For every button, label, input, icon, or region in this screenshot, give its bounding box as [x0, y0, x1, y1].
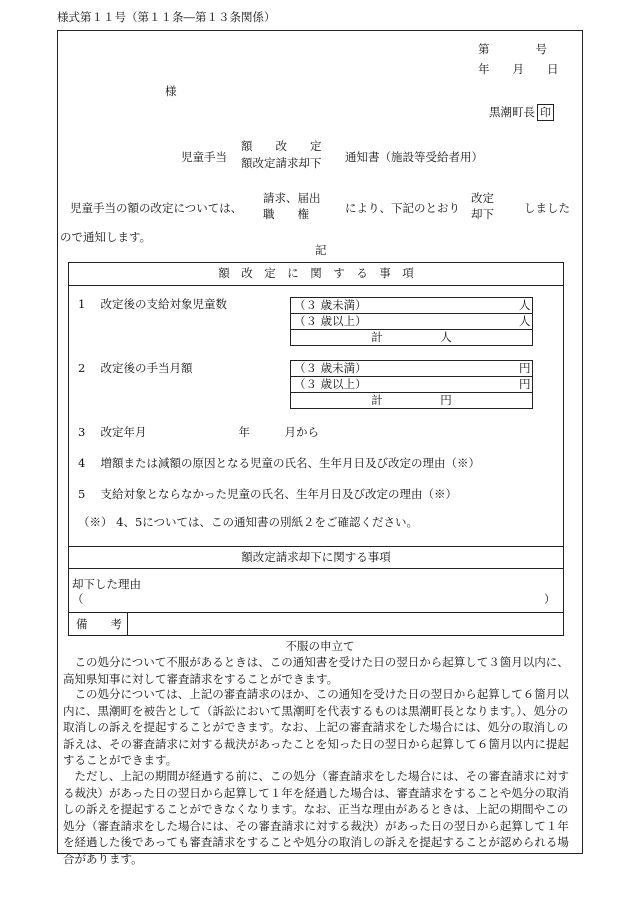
remarks-label: 備 考 — [76, 617, 122, 631]
item4-change-reason: 4 増額または減額の原因となる児童の氏名、生年月日及び改定の理由（※） — [78, 456, 480, 470]
intro-option-authority: 職 権 — [263, 207, 309, 221]
issuer — [489, 104, 554, 121]
section2-heading: 額改定請求却下に関する事項 — [241, 550, 391, 564]
appeal-paragraph-1: この処分について不服があるときは、この通知書を受けた日の翌日から起算して３箇月以内に、高知県知事に対して審査請求をすることができます。 — [63, 655, 569, 686]
intro-option-reject: 却下 — [471, 207, 494, 221]
item3-revision-date: 3 改定年月 年 月から — [78, 425, 319, 439]
appeal-paragraph-3: ただし、上記の期間が経過する前に、この処分（審査請求をした場合には、その審査請求に対する裁決）があった日の翌日から起算して１年を経過した場合は、審査請求をすることや処分の取消しの訴えを提起することができなくなります。なお、正当な理由があるときは、上記の期間やこの処分（審査請求をした場合には、その審査請求に対する裁決）があった日の翌日から起算して１年を経過した後であっても審査請求をすることや処分の取消しの訴えを提起することが認められる場合があります。 — [63, 769, 569, 866]
appeal-paragraph-2: この処分については、上記の審査請求のほか、この通知を受けた日の翌日から起算して６箇月以内に、黒潮町を被告として（訴訟において黒潮町を代表するものは黒潮町長となります。）、処分の取消しの訴えを提起することができます。なお、上記の審査請求をした場合には、処分の取消しの訴えは、その審査請求に対する裁決があったことを知った日の翌日から起算して６箇月以内に提起することができます。 — [63, 687, 569, 767]
title-prefix: 児童手当 — [181, 150, 227, 164]
title-suffix: 通知書（施設等受給者用） — [345, 150, 483, 164]
item2-label: 2 改定後の手当月額 — [78, 361, 193, 375]
child-count-over3-unit: 人 — [519, 314, 531, 328]
intro-part1: 児童手当の額の改定については、 — [70, 201, 243, 215]
intro-part4: ので通知します。 — [60, 230, 152, 244]
section1-heading: 額 改 定 に 関 す る 事 項 — [218, 266, 414, 280]
amount-under3-unit: 円 — [519, 361, 531, 375]
amount-under3-label: （３ 歳未満） — [294, 361, 367, 375]
reason-paren-close: ） — [544, 592, 556, 606]
appeal-title: 不服の申立て — [285, 639, 355, 653]
title-option-rejection: 額改定請求却下 — [241, 156, 322, 170]
attachment-note: （※） 4、5については、この通知書の別紙２をご確認ください。 — [78, 515, 419, 529]
intro-part2: により、下記のとおり — [345, 201, 460, 215]
child-count-under3-unit: 人 — [519, 298, 531, 312]
intro-option-request: 請求、届出 — [263, 191, 321, 205]
addressee-suffix: 様 — [165, 84, 177, 98]
intro-option-revise: 改定 — [471, 191, 494, 205]
child-count-total: 計 人 — [371, 330, 452, 344]
amount-over3-unit: 円 — [519, 377, 531, 391]
amount-total: 計 円 — [371, 393, 452, 407]
item5-ineligible-reason: 5 支給対象とならなかった児童の氏名、生年月日及び改定の理由（※） — [78, 487, 457, 501]
intro-part3: しました — [524, 201, 570, 215]
child-count-over3-label: （３ 歳以上） — [294, 314, 367, 328]
reason-paren-open: （ — [72, 592, 84, 606]
ki-mark: 記 — [315, 243, 327, 257]
item1-label: 1 改定後の支給対象児童数 — [78, 297, 227, 311]
seal-stamp: 印 — [537, 104, 554, 121]
issuer-name: 黒潮町長 — [489, 105, 535, 119]
amount-over3-label: （３ 歳以上） — [294, 377, 367, 391]
rejection-reason-label: 却下した理由 — [72, 577, 141, 591]
child-count-under3-label: （３ 歳未満） — [294, 298, 367, 312]
document-date: 年 月 日 — [478, 62, 559, 76]
form-code: 様式第１１号（第１１条―第１３条関係） — [57, 10, 276, 24]
title-option-revision: 額 改 定 — [241, 139, 322, 153]
document-number: 第 号 — [478, 42, 547, 56]
